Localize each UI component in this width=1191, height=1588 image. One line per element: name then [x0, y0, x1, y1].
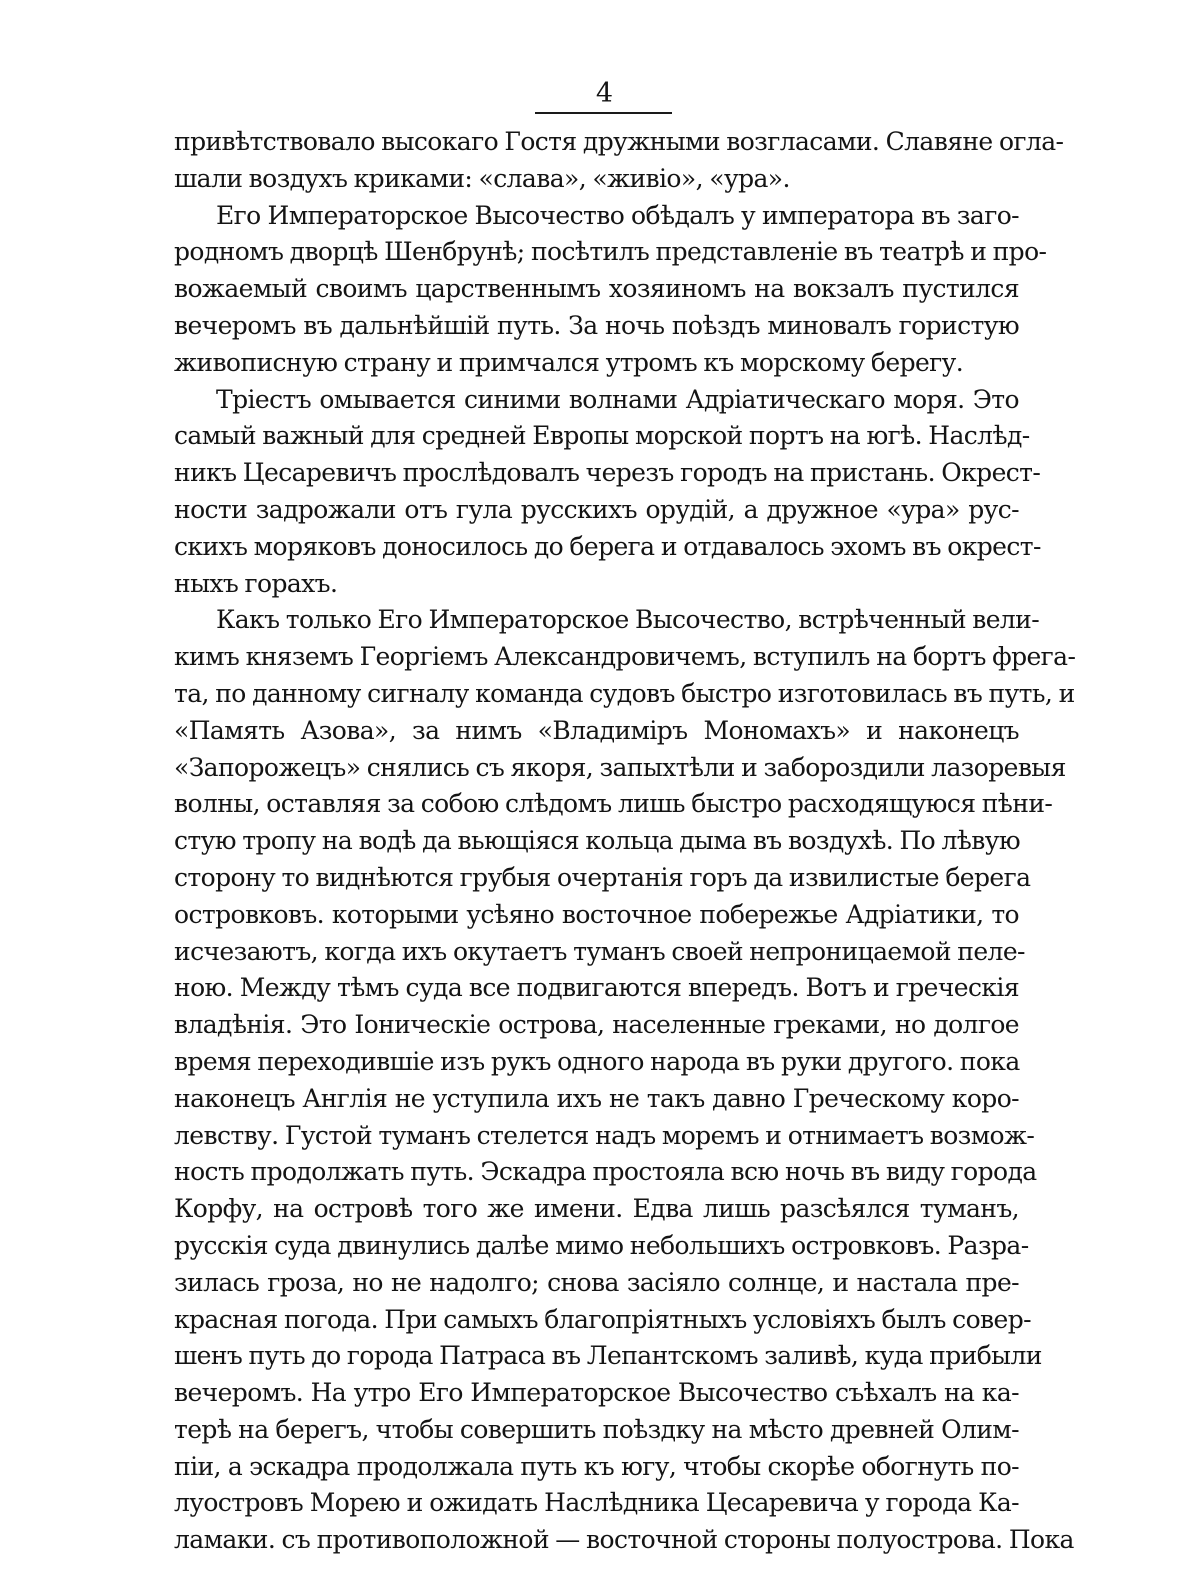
page-header: [0, 78, 1191, 110]
text-line: стую тропу на водѣ да вьющіяся кольца дыма въ воздухѣ. По лѣвую: [174, 826, 1020, 856]
text-line: сторону то виднѣются грубыя очертанія горъ да извилистые берега: [174, 862, 1031, 892]
text-line: шенъ путь до города Патраса въ Лепантскомъ заливѣ, куда прибыли: [174, 1341, 1042, 1371]
paragraph-first-line: Его Императорское Высочество обѣдалъ у императора въ заго-: [216, 200, 1019, 230]
text-line: исчезаютъ, когда ихъ окутаетъ туманъ своей непроницаемой пеле-: [174, 936, 1025, 966]
body-text: [174, 124, 1076, 1559]
text-line: луостровъ Морею и ожидать Наслѣдника Цесаревича у города Ка-: [174, 1488, 1019, 1518]
text-line: никъ Цесаревичъ прослѣдовалъ черезъ городъ на пристань. Окрест-: [174, 458, 1041, 488]
text-line: терѣ на берегъ, чтобы совершить поѣздку на мѣсто древней Олим-: [174, 1414, 1019, 1444]
text-line: «Запорожецъ» снялись съ якоря, запыхтѣли и забороздили лазоревыя: [174, 752, 1066, 782]
text-line: владѣнія. Это Іоническіе острова, населенные греками, но долгое: [174, 1010, 1019, 1040]
text-line: красная погода. При самыхъ благопріятныхъ условіяхъ былъ совер-: [174, 1304, 1031, 1334]
text-line: ность продолжать путь. Эскадра простояла всю ночь въ виду города: [174, 1157, 1037, 1187]
page-number: 4: [595, 78, 614, 109]
paragraph-first-line: Тріестъ омывается синими волнами Адріатическаго моря. Это: [216, 384, 1019, 414]
text-line: зилась гроза, но не надолго; снова засіяло солнце, и настала пре-: [174, 1267, 1019, 1297]
text-line: наконецъ Англія не уступила ихъ не такъ давно Греческому коро-: [174, 1083, 1019, 1113]
text-line: русскія суда двинулись далѣе мимо небольшихъ островковъ. Разра-: [174, 1230, 1029, 1260]
text-line: та, по данному сигналу команда судовъ быстро изготовилась въ путь, и: [174, 678, 1075, 708]
text-line: ламаки. съ противоположной — восточной стороны полуострова. Пока: [174, 1525, 1074, 1555]
paragraph-first-line: Какъ только Его Императорское Высочество, встрѣченный вели-: [216, 605, 1040, 635]
text-line: живописную страну и примчался утромъ къ морскому берегу.: [174, 347, 964, 377]
text-line: родномъ дворцѣ Шенбрунѣ; посѣтилъ представленіе въ театрѣ и про-: [174, 237, 1047, 267]
text-line: піи, а эскадра продолжала путь къ югу, чтобы скорѣе обогнуть по-: [174, 1451, 1019, 1481]
text-line: ности задрожали отъ гула русскихъ орудій, а дружное «ура» рус-: [174, 494, 1019, 524]
text-line: время переходившіе изъ рукъ одного народа въ руки другого. пока: [174, 1046, 1020, 1076]
text-line: островковъ. которыми усѣяно восточное побережье Адріатики, то: [174, 899, 1019, 929]
text-line: вечеромъ. На утро Его Императорское Высочество съѣхалъ на ка-: [174, 1378, 1019, 1408]
text-line: ною. Между тѣмъ суда все подвигаются впередъ. Вотъ и греческія: [174, 973, 1019, 1003]
text-line: «Память Азова», за нимъ «Владиміръ Мономахъ» и наконецъ: [174, 715, 1019, 745]
text-line: самый важный для средней Европы морской портъ на югѣ. Наслѣд-: [174, 421, 1030, 451]
text-line: вечеромъ въ дальнѣйшій путь. За ночь поѣздъ миновалъ гористую: [174, 310, 1019, 340]
text-line: привѣтствовало высокаго Гостя дружными возгласами. Славяне огла-: [174, 127, 1064, 156]
text-line: Корфу, на островѣ того же имени. Едва лишь разсѣялся туманъ,: [174, 1194, 1019, 1224]
text-line: ныхъ горахъ.: [174, 568, 338, 598]
text-line: скихъ моряковъ доносилось до берега и отдавалось эхомъ въ окрест-: [174, 531, 1041, 561]
header-rule: [535, 112, 672, 114]
text-line: волны, оставляя за собою слѣдомъ лишь быстро расходящуюся пѣни-: [174, 789, 1053, 819]
text-line: шали воздухъ криками: «слава», «живіо», «ура».: [174, 163, 790, 193]
text-line: левству. Густой туманъ стелется надъ моремъ и отнимаетъ возмож-: [174, 1120, 1035, 1150]
text-line: вожаемый своимъ царственнымъ хозяиномъ на вокзалъ пустился: [174, 274, 1019, 304]
text-line: кимъ княземъ Георгіемъ Александровичемъ, вступилъ на бортъ фрега-: [174, 642, 1076, 672]
